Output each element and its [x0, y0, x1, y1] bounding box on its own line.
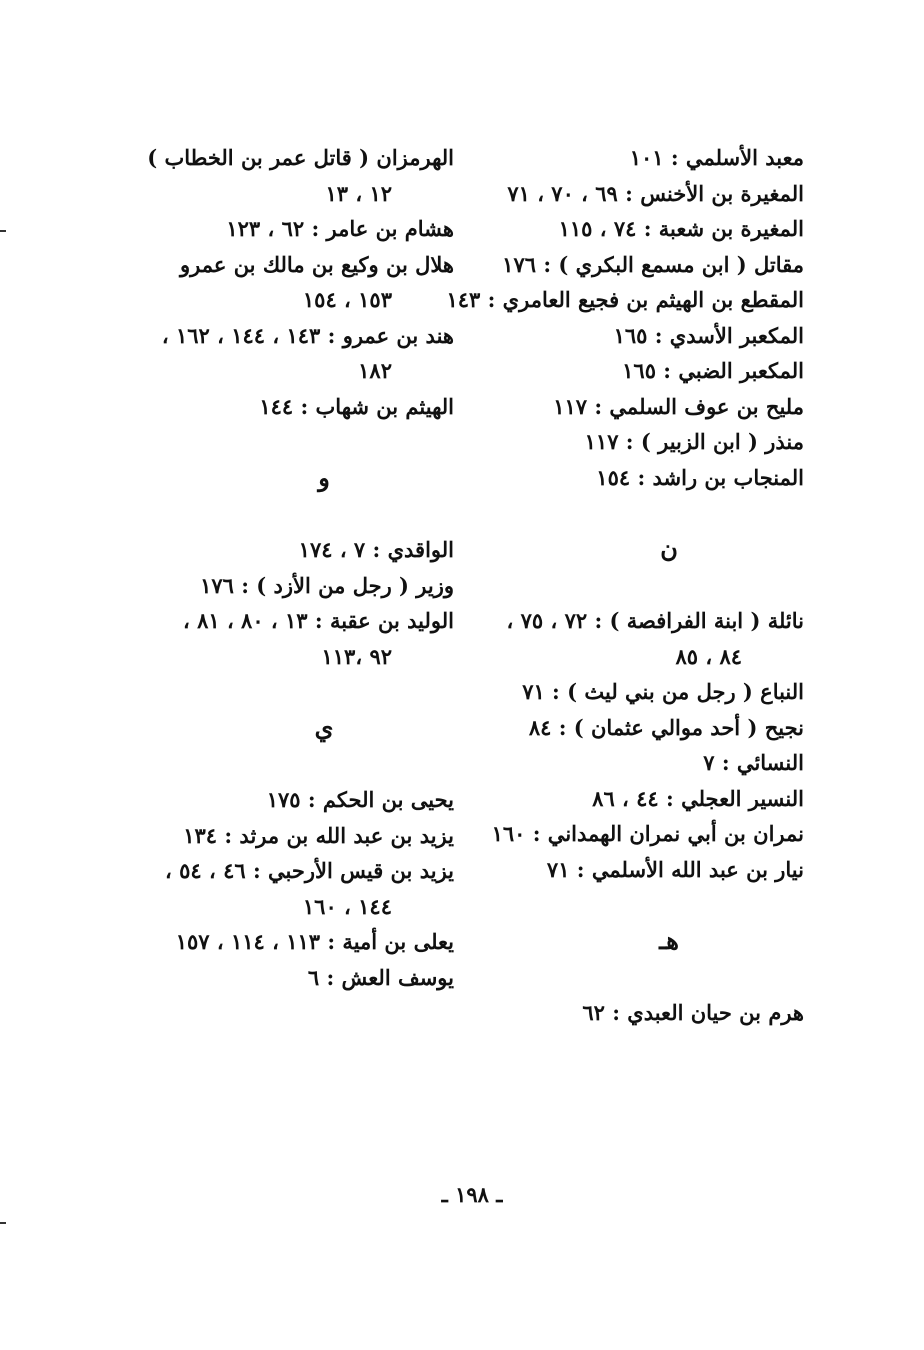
index-entry: النباع ( رجل من بني ليث ) : ٧١ — [522, 679, 804, 704]
index-entry-continuation: ١٤٤ ، ١٦٠ — [302, 893, 392, 919]
index-entry: النسير العجلي : ٤٤ ، ٨٦ — [592, 785, 804, 811]
page-number: ـ ١٩٨ ـ — [441, 1182, 503, 1207]
index-entry: المكعبر الأسدي : ١٦٥ — [613, 322, 804, 348]
section-letter-ha: هـ — [659, 926, 679, 955]
index-entry: هرم بن حيان العبدي : ٦٢ — [582, 1000, 804, 1025]
index-entry: نمران بن أبي نمران الهمداني : ١٦٠ — [491, 821, 804, 846]
index-entry: نائلة ( ابنة الفرافصة ) : ٧٢ ، ٧٥ ، — [506, 608, 804, 633]
section-letter-waw: و — [318, 463, 330, 492]
index-entry: منذر ( ابن الزبير ) : ١١٧ — [584, 429, 804, 454]
index-entry: مقاتل ( ابن مسمع البكري ) : ١٧٦ — [502, 251, 804, 277]
section-letter-ya: ي — [314, 713, 334, 742]
index-entry: الهيثم بن شهاب : ١٤٤ — [259, 393, 454, 419]
index-column-left — [147, 140, 454, 995]
index-entry: وزير ( رجل من الأزد ) : ١٧٦ — [200, 572, 454, 598]
index-entry: المنجاب بن راشد : ١٥٤ — [596, 464, 804, 490]
section-letter-nun: ن — [660, 534, 678, 563]
index-entry-continuation: ١٨٢ — [358, 358, 392, 383]
index-entry-continuation: ٨٤ ، ٨٥ — [675, 643, 742, 669]
index-entry: النسائي : ٧ — [703, 750, 804, 775]
index-entry-continuation: ١٥٣ ، ١٥٤ — [302, 287, 392, 312]
index-entry: المغيرة بن شعبة : ٧٤ ، ١١٥ — [558, 216, 804, 241]
index-entry: الواقدي : ٧ ، ١٧٤ — [298, 537, 454, 562]
index-entry: نجيح ( أحد موالي عثمان ) : ٨٤ — [528, 714, 804, 740]
index-entry: يحيى بن الحكم : ١٧٥ — [266, 787, 454, 812]
index-entry: المقطع بن الهيثم بن فجيع العامري : ١٤٣ — [446, 287, 804, 312]
scan-edge-mark — [0, 230, 6, 232]
index-entry: يزيد بن عبد الله بن مرثد : ١٣٤ — [183, 822, 454, 848]
index-entry: المغيرة بن الأخنس : ٦٩ ، ٧٠ ، ٧١ — [507, 180, 804, 206]
scan-edge-mark — [0, 1222, 6, 1224]
index-entry: يزيد بن قيس الأرحبي : ٤٦ ، ٥٤ ، — [165, 858, 454, 883]
index-entry: هند بن عمرو : ١٤٣ ، ١٤٤ ، ١٦٢ ، — [161, 322, 454, 348]
index-entry-continuation: ١٢ ، ١٣ — [325, 180, 392, 206]
index-entry: الوليد بن عقبة : ١٣ ، ٨٠ ، ٨١ ، — [182, 608, 454, 633]
index-entry: مليح بن عوف السلمي : ١١٧ — [553, 393, 804, 419]
index-entry: يعلى بن أمية : ١١٣ ، ١١٤ ، ١٥٧ — [175, 929, 454, 954]
index-entry-continuation: ٩٢ ،١١٣ — [321, 643, 392, 669]
index-entry: نيار بن عبد الله الأسلمي : ٧١ — [546, 856, 804, 882]
index-entry: هلال بن وكيع بن مالك بن عمرو — [179, 251, 454, 277]
index-entry: يوسف العش : ٦ — [307, 964, 454, 990]
index-column-right — [446, 140, 804, 1031]
index-entry: المكعبر الضبي : ١٦٥ — [622, 358, 804, 383]
index-entry: الهرمزان ( قاتل عمر بن الخطاب ) — [147, 145, 454, 170]
index-entry: معبد الأسلمي : ١٠١ — [629, 145, 804, 170]
index-entry: هشام بن عامر : ٦٢ ، ١٢٣ — [226, 216, 454, 241]
